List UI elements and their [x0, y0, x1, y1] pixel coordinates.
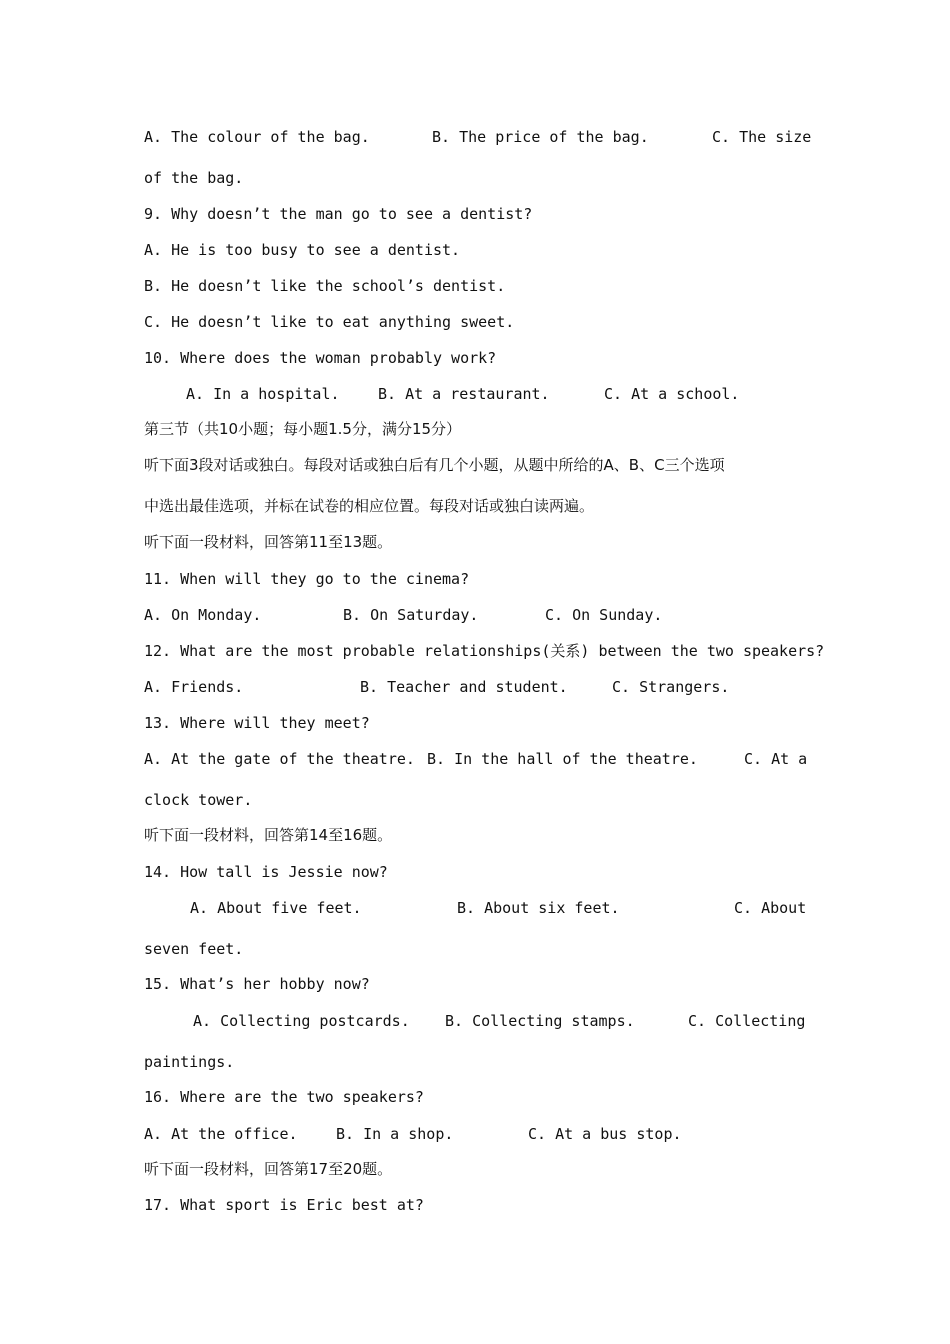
q10-option-b: B. At a restaurant.	[378, 385, 550, 403]
q13-option-c-continuation: clock tower.	[144, 791, 253, 809]
q15-option-c: C. Collecting	[688, 1012, 806, 1030]
question-9: 9. Why doesn’t the man go to see a dentist?	[144, 205, 533, 223]
q14-options-row	[144, 898, 809, 918]
q15-option-b: B. Collecting stamps.	[445, 1012, 635, 1030]
q8-option-a: A. The colour of the bag.	[144, 128, 370, 146]
q16-option-b: B. In a shop.	[336, 1125, 454, 1143]
q10-option-a: A. In a hospital.	[186, 385, 340, 403]
q14-option-c-continuation: seven feet.	[144, 940, 244, 958]
question-14: 14. How tall is Jessie now?	[144, 863, 388, 881]
material-14-16-instruction: 听下面一段材料，回答第14至16题。	[144, 826, 393, 844]
question-15: 15. What’s her hobby now?	[144, 975, 370, 993]
q16-options-row	[144, 1124, 809, 1144]
question-11: 11. When will they go to the cinema?	[144, 570, 470, 588]
q11-option-c: C. On Sunday.	[545, 606, 663, 624]
q13-option-c: C. At a	[744, 750, 808, 768]
q9-option-a: A. He is too busy to see a dentist.	[144, 241, 461, 259]
q8-option-b: B. The price of the bag.	[432, 128, 649, 146]
q14-option-c: C. About	[734, 899, 807, 917]
q12-option-b: B. Teacher and student.	[360, 678, 568, 696]
question-12: 12. What are the most probable relationships(关系) between the two speakers?	[144, 642, 825, 660]
q15-option-a: A. Collecting postcards.	[193, 1012, 410, 1030]
q13-option-b: B. In the hall of the theatre.	[427, 750, 698, 768]
material-11-13-instruction: 听下面一段材料，回答第11至13题。	[144, 533, 393, 551]
q12-option-c: C. Strangers.	[612, 678, 730, 696]
q15-options-row	[144, 1011, 809, 1031]
q10-options-row	[144, 384, 809, 404]
section-3-instruction-line-2: 中选出最佳选项，并标在试卷的相应位置。每段对话或独白读两遍。	[144, 497, 595, 515]
q8-option-c: C. The size	[712, 128, 812, 146]
question-17: 17. What sport is Eric best at?	[144, 1196, 424, 1214]
q15-option-c-continuation: paintings.	[144, 1053, 235, 1071]
material-17-20-instruction: 听下面一段材料，回答第17至20题。	[144, 1160, 393, 1178]
q16-option-a: A. At the office.	[144, 1125, 298, 1143]
q8-option-c-continuation: of the bag.	[144, 169, 244, 187]
question-16: 16. Where are the two speakers?	[144, 1088, 424, 1106]
q8-options-row	[144, 127, 812, 147]
q11-option-a: A. On Monday.	[144, 606, 262, 624]
section-3-instruction-line-1: 听下面3段对话或独白。每段对话或独白后有几个小题，从题中所给的A、B、C三个选项	[144, 456, 725, 474]
question-10: 10. Where does the woman probably work?	[144, 349, 497, 367]
q12-option-a: A. Friends.	[144, 678, 244, 696]
q9-option-b: B. He doesn’t like the school’s dentist.	[144, 277, 506, 295]
q10-option-c: C. At a school.	[604, 385, 740, 403]
q14-option-a: A. About five feet.	[190, 899, 362, 917]
q13-option-a: A. At the gate of the theatre.	[144, 750, 415, 768]
q11-options-row	[144, 605, 809, 625]
exam-page	[144, 0, 825, 1344]
q12-options-row	[144, 677, 809, 697]
q11-option-b: B. On Saturday.	[343, 606, 479, 624]
section-3-heading: 第三节（共10小题；每小题1.5分，满分15分）	[144, 420, 462, 438]
question-13: 13. Where will they meet?	[144, 714, 370, 732]
q14-option-b: B. About six feet.	[457, 899, 620, 917]
q16-option-c: C. At a bus stop.	[528, 1125, 682, 1143]
q13-options-row	[144, 749, 809, 769]
q9-option-c: C. He doesn’t like to eat anything sweet.	[144, 313, 515, 331]
